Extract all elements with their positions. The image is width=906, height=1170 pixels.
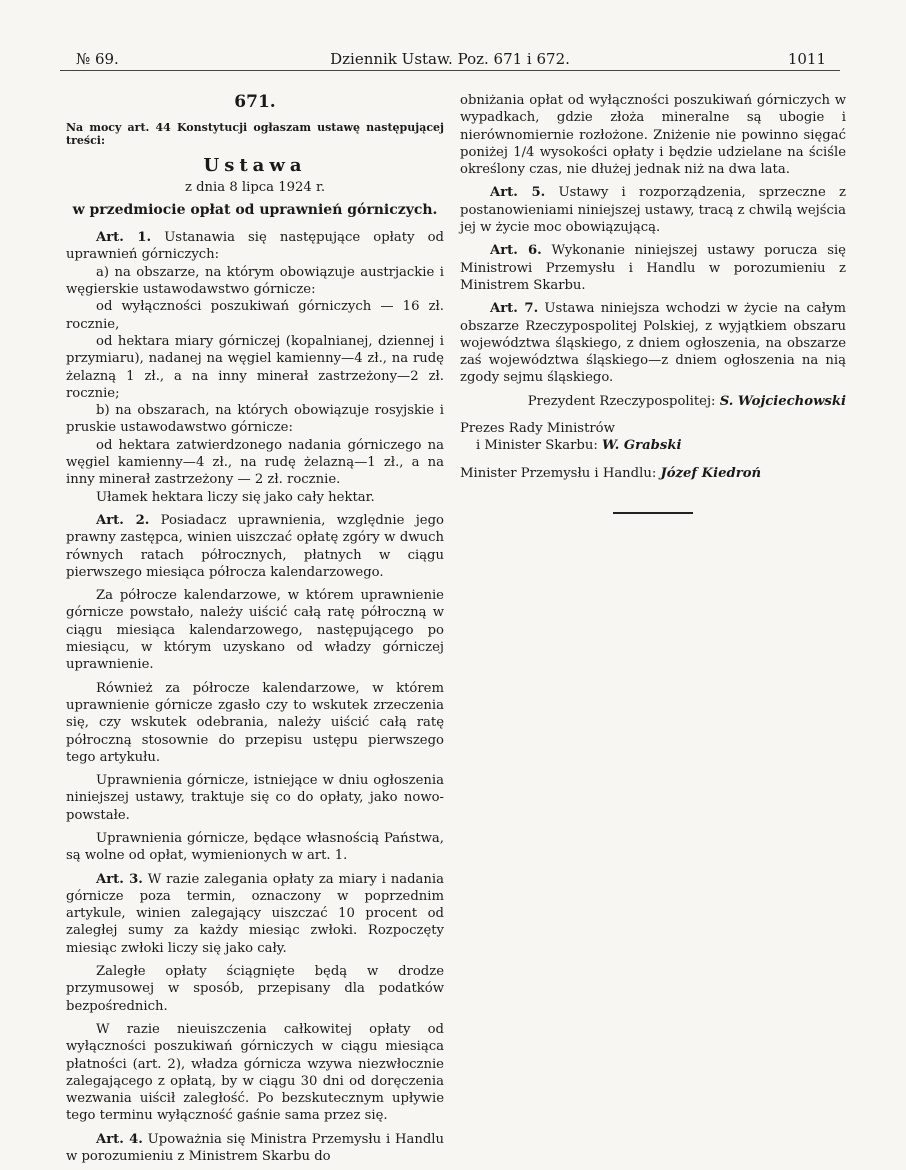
- signature-prime-minister: [460, 420, 846, 455]
- signature-role: i Minister Skarbu:: [476, 438, 598, 454]
- article-1: [66, 229, 444, 506]
- signature-role-line2: [460, 437, 846, 454]
- article-text: Upoważnia się Ministra Przemysłu i Handlu w porozumieniu z Ministrem Skarbu do: [66, 1131, 444, 1165]
- article-para: od hektara miary górniczej (kopalnianej, dziennej i przymiaru), nadanej na węgiel kamienny—4 zł., na rudę żelazną 1 zł., a na inny minerał zastrzeżony—2 zł. rocznie;: [66, 333, 444, 401]
- article-para: od hektara zatwierdzonego nadania górniczego na węgiel kamienny—4 zł., na rudę żelazną—1 zł., a na inny minerał zastrzeżony — 2 zł. rocznie.: [66, 437, 444, 488]
- position-number: 671.: [234, 92, 276, 112]
- article-text: Ustanawia się następujące opłaty od uprawnień górniczych:: [66, 230, 444, 263]
- article-2: [66, 512, 444, 865]
- article-text: Wykonanie niniejszej ustawy porucza się Ministrowi Przemysłu i Handlu w porozumieniu z Ministrem Skarbu.: [460, 243, 846, 293]
- article-text: W razie zalegania opłaty za miary i nadania górnicze poza termin, oznaczony w poprzednim artykule, winien zalegający uiszczać 10 procent od zaległej sumy za każdy miesiąc zwłoki. Rozpoczęty miesiąc zwłoki liczy się jako cały.: [66, 871, 444, 956]
- article-4-para: [66, 1131, 444, 1166]
- left-column: [66, 92, 444, 1165]
- page-header: [60, 48, 840, 71]
- article-para: Ułamek hektara liczy się jako cały hektar.: [96, 489, 375, 505]
- article-3-para: [66, 871, 444, 957]
- right-column: [460, 92, 846, 514]
- article-2-para: [66, 512, 444, 581]
- article-para: Również za półrocze kalendarzowe, w którem uprawnienie górnicze zgasło czy to wskutek zrzeczenia się, czy wskutek odebrania, należy uiścić całą ratę półroczną stosownie do przepisu ustępu pierwszego tego artykułu.: [66, 680, 444, 765]
- article-text: Ustawa niniejsza wchodzi w życie na całym obszarze Rzeczypospolitej Polskiej, z wyjątkiem obszaru województwa śląskiego, z dniem ogłoszenia, na obszarze zaś województwa śląskiego—z dniem ogłoszenia na nią zgody sejmu śląskiego.: [460, 301, 846, 386]
- issue-number: № 69.: [76, 50, 119, 68]
- article-4: [66, 1131, 444, 1166]
- article-label: Art. 4.: [96, 1131, 143, 1147]
- article-label: Art. 5.: [490, 185, 546, 201]
- article-para: Zaległe opłaty ściągnięte będą w drodze przymusowej w sposób, przepisany dla podatków bezpośrednich.: [66, 964, 444, 1014]
- article-5: [460, 184, 846, 236]
- article-para: b) na obszarach, na których obowiązuje rosyjskie i pruskie ustawodawstwo górnicze:: [66, 403, 444, 436]
- article-label: Art. 1.: [96, 230, 152, 246]
- article-label: Art. 6.: [490, 243, 542, 259]
- article-label: Art. 3.: [96, 871, 143, 887]
- page-number: 1011: [787, 50, 826, 68]
- act-date: z dnia 8 lipca 1924 r.: [184, 179, 326, 195]
- article-para: W razie nieuiszczenia całkowitej opłaty od wyłączności poszukiwań górniczych w ciągu miesiąca płatności (art. 2), władza górnicza wzywa niezwłocznie zalegającego z opłatą, by w ciągu 30 dni od doręczenia wezwania uiścił zaległość. Po bezskutecznym upływie tego terminu wyłączność gaśnie sama przez się.: [66, 1021, 444, 1124]
- article-6: [460, 242, 846, 294]
- journal-title: Dziennik Ustaw. Poz. 671 i 672.: [330, 50, 570, 68]
- signature-role: Prezes Rady Ministrów: [460, 421, 615, 437]
- signature-role: Prezydent Rzeczypospolitej:: [527, 393, 716, 409]
- section-divider: [613, 512, 693, 514]
- article-para: Za półrocze kalendarzowe, w którem uprawnienie górnicze powstało, należy uiścić całą ratę półroczną w ciągu miesiąca kalendarzowego, następującego po miesiącu, w którym uzyskano od władzy górniczej uprawnienie.: [66, 588, 444, 673]
- article-label: Art. 2.: [96, 512, 150, 528]
- act-title: Ustawa: [203, 155, 307, 177]
- signature-name: W. Grabski: [601, 438, 682, 454]
- article-text: Posiadacz uprawnienia, względnie jego prawny zastępca, winien uiszczać opłatę zgóry w dwuch równych ratach półrocznych, płatnych w ciągu pierwszego miesiąca półrocza kalendarzowego.: [66, 512, 444, 580]
- article-4-continued: obniżania opłat od wyłączności poszukiwań górniczych w wypadkach, gdzie złoża mineralne są ubogie i nierównomiernie rozłożone. Zniżenie nie powinno sięgać poniżej 1/4 wysokości opłaty i będzie udzielane na ściśle określony czas, nie dłużej jednak niż na dwa lata.: [460, 93, 846, 178]
- preamble: Na mocy art. 44 Konstytucji ogłaszam ustawę następującej treści:: [66, 121, 444, 148]
- signature-name: S. Wojciechowski: [719, 393, 846, 409]
- signature-minister-industry: [460, 465, 846, 482]
- article-text: Ustawy i rozporządzenia, sprzeczne z postanowieniami niniejszej ustawy, tracą z chwilą wejścia jej w życie moc obowiązującą.: [460, 185, 846, 236]
- article-1-para: [66, 229, 444, 264]
- article-para: a) na obszarze, na którym obowiązuje austrjackie i węgierskie ustawodawstwo górnicze:: [66, 264, 444, 298]
- article-para: od wyłączności poszukiwań górniczych — 16 zł. rocznie,: [66, 299, 444, 332]
- article-para: Uprawnienia górnicze, będące własnością Państwa, są wolne od opłat, wymienionych w art. 1.: [66, 830, 444, 864]
- signature-name: Józef Kiedroń: [660, 465, 762, 481]
- article-7: [460, 300, 846, 386]
- act-subject: w przedmiocie opłat od uprawnień górniczych.: [72, 201, 438, 218]
- article-label: Art. 7.: [490, 301, 539, 317]
- signature-president: [460, 393, 846, 410]
- article-para: Uprawnienia górnicze, istniejące w dniu ogłoszenia niniejszej ustawy, traktuje się co do opłaty, jako nowo-powstałe.: [66, 773, 444, 823]
- article-3: [66, 871, 444, 1125]
- signature-role: Minister Przemysłu i Handlu:: [460, 465, 657, 481]
